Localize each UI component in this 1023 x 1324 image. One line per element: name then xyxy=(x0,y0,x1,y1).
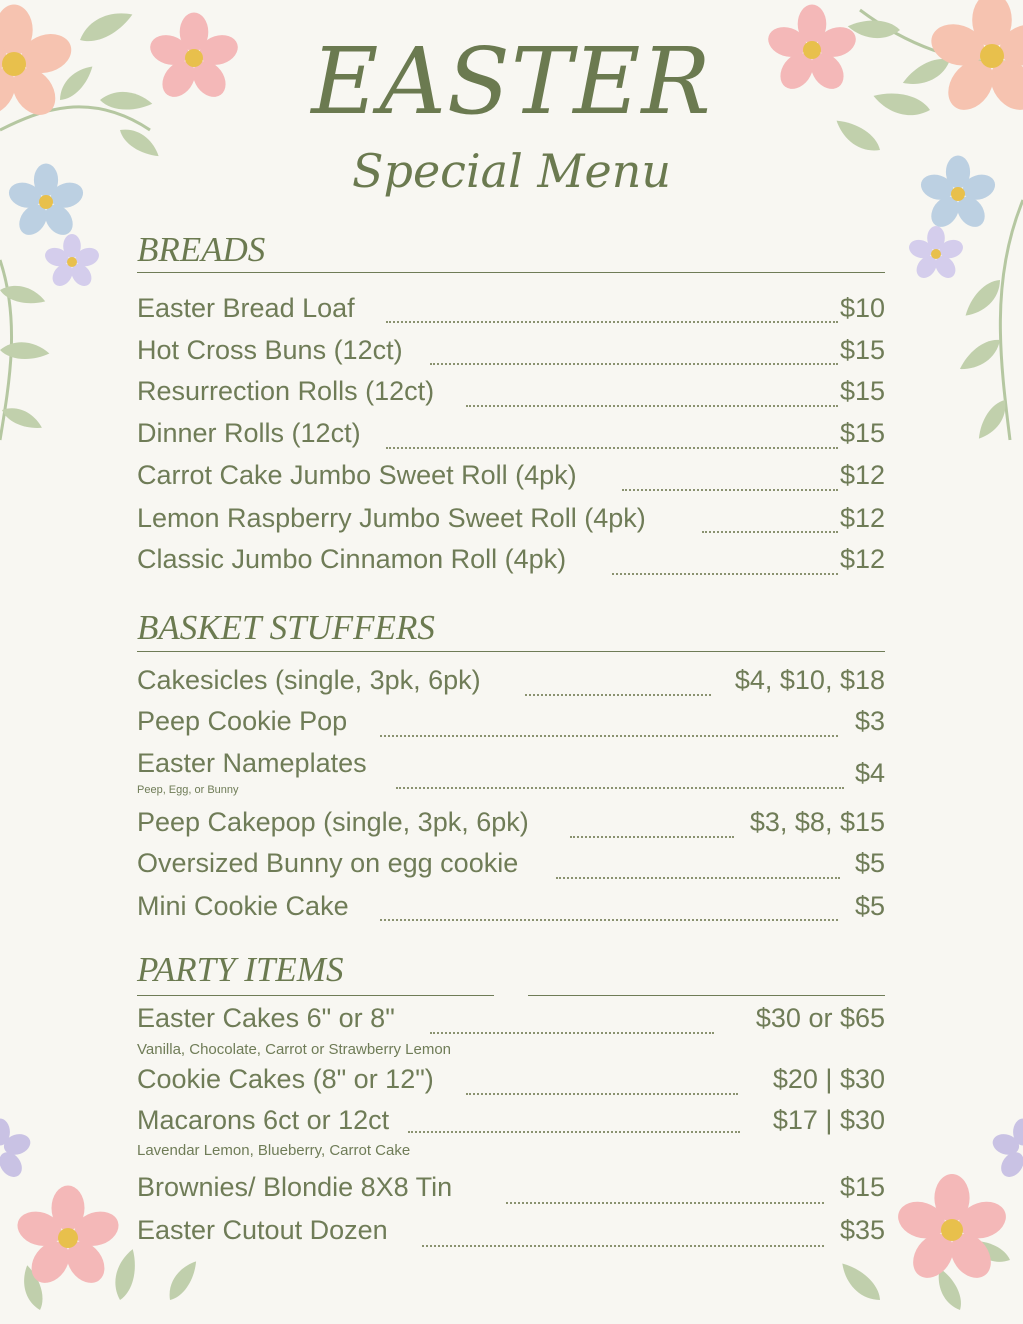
menu-item-price: $30 or $65 xyxy=(755,1003,885,1033)
page-subtitle: Special Menu xyxy=(352,144,671,198)
menu-item-note: Vanilla, Chocolate, Carrot or Strawberry Lemon xyxy=(137,1041,452,1058)
menu-item-name: Peep Cookie Pop xyxy=(137,706,348,736)
menu-item-name: Lemon Raspberry Jumbo Sweet Roll (4pk) xyxy=(137,503,646,533)
section-divider xyxy=(137,651,885,652)
page-title: EASTER xyxy=(311,28,712,135)
menu-item-name: Dinner Rolls (12ct) xyxy=(137,418,361,448)
menu-item-price: $15 xyxy=(839,418,885,448)
menu-item-note: Lavendar Lemon, Blueberry, Carrot Cake xyxy=(137,1142,411,1159)
menu-item-price: $17 | $30 xyxy=(772,1105,885,1135)
dot-leader xyxy=(525,694,711,696)
menu-item-price: $4 xyxy=(854,758,885,788)
menu-item-name: Easter Nameplates xyxy=(137,748,367,778)
section-divider xyxy=(137,995,494,996)
dot-leader xyxy=(430,363,838,365)
menu-item-name: Macarons 6ct or 12ct xyxy=(137,1105,390,1135)
menu-item-name: Cakesicles (single, 3pk, 6pk) xyxy=(137,665,481,695)
menu-item-name: Classic Jumbo Cinnamon Roll (4pk) xyxy=(137,544,567,574)
dot-leader xyxy=(570,836,734,838)
menu-item-price: $35 xyxy=(839,1215,885,1245)
dot-leader xyxy=(422,1245,824,1247)
menu-item-price: $3 xyxy=(854,706,885,736)
menu-item-name: Mini Cookie Cake xyxy=(137,891,349,921)
purple-flower-icon xyxy=(0,1119,33,1182)
pink-flower-icon xyxy=(893,1174,1010,1286)
dot-leader xyxy=(612,573,838,575)
menu-item-price: $12 xyxy=(839,503,885,533)
section-title-party-items: PARTY ITEMS xyxy=(137,950,344,989)
dot-leader xyxy=(396,787,844,789)
dot-leader xyxy=(380,735,838,737)
menu-item-price: $20 | $30 xyxy=(772,1064,885,1094)
dot-leader xyxy=(386,447,838,449)
menu-item-name: Easter Cakes 6" or 8" xyxy=(137,1003,395,1033)
dot-leader xyxy=(408,1131,740,1133)
dot-leader xyxy=(466,1093,738,1095)
dot-leader xyxy=(466,405,838,407)
menu-item-price: $15 xyxy=(839,376,885,406)
menu-item-name: Brownies/ Blondie 8X8 Tin xyxy=(137,1172,453,1202)
menu-item-name: Carrot Cake Jumbo Sweet Roll (4pk) xyxy=(137,460,577,490)
menu-item-price: $5 xyxy=(854,891,885,921)
dot-leader xyxy=(622,489,838,491)
section-title-basket-stuffers: BASKET STUFFERS xyxy=(137,608,435,647)
menu-item-name: Resurrection Rolls (12ct) xyxy=(137,376,435,406)
menu-item-name: Oversized Bunny on egg cookie xyxy=(137,848,519,878)
menu-item-name: Cookie Cakes (8" or 12") xyxy=(137,1064,434,1094)
dot-leader xyxy=(556,877,840,879)
menu-item-name: Peep Cakepop (single, 3pk, 6pk) xyxy=(137,807,529,837)
dot-leader xyxy=(702,531,838,533)
menu-item-price: $15 xyxy=(839,1172,885,1202)
section-title-breads: BREADS xyxy=(137,230,266,269)
dot-leader xyxy=(380,919,838,921)
dot-leader xyxy=(430,1032,714,1034)
purple-flower-icon xyxy=(43,234,102,290)
menu-item-note: Peep, Egg, or Bunny xyxy=(137,784,239,796)
menu-item-price: $4, $10, $18 xyxy=(734,665,885,695)
menu-item-name: Easter Cutout Dozen xyxy=(137,1215,388,1245)
menu-item-price: $5 xyxy=(854,848,885,878)
menu-item-price: $12 xyxy=(839,544,885,574)
menu-item-name: Easter Bread Loaf xyxy=(137,293,355,323)
menu-item-price: $15 xyxy=(839,335,885,365)
menu-item-price: $12 xyxy=(839,460,885,490)
menu-item-price: $3, $8, $15 xyxy=(749,807,885,837)
menu-item-name: Hot Cross Buns (12ct) xyxy=(137,335,403,365)
purple-flower-icon xyxy=(990,1119,1023,1182)
section-divider xyxy=(528,995,885,996)
purple-flower-icon xyxy=(907,226,966,282)
menu-item-price: $10 xyxy=(839,293,885,323)
dot-leader xyxy=(386,321,838,323)
section-divider xyxy=(137,272,885,273)
dot-leader xyxy=(506,1202,824,1204)
